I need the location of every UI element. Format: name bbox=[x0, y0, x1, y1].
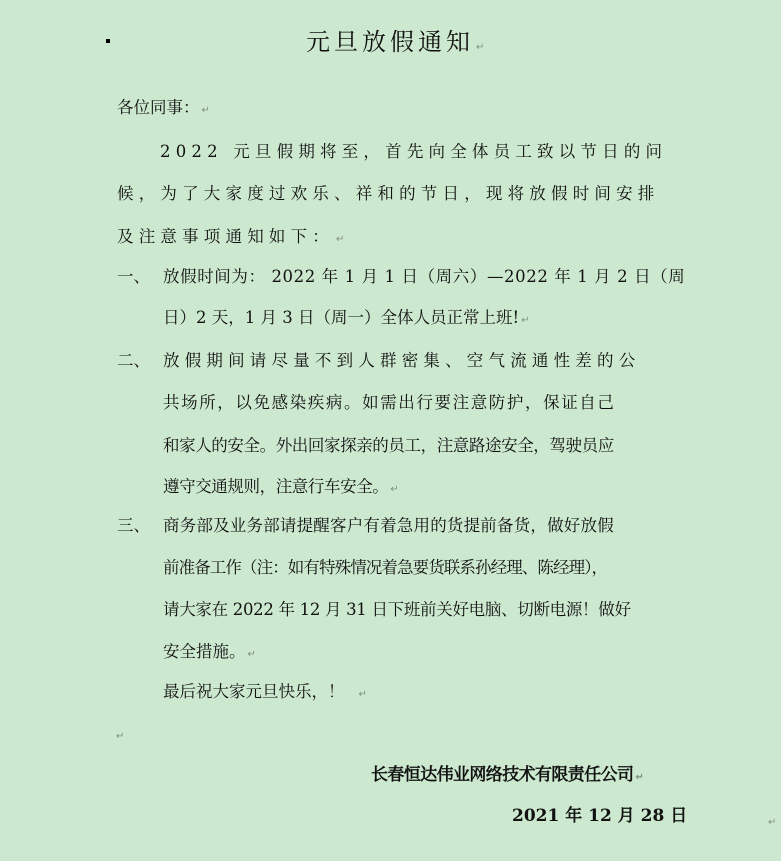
item-3-line-1: 商务部及业务部请提醒客户有着急用的货提前备货，做好放假 bbox=[163, 516, 614, 535]
item-2-line-3: 和家人的安全。外出回家探亲的员工，注意路途安全，驾驶员应 bbox=[163, 436, 614, 455]
item-3-line-4 bbox=[163, 640, 256, 667]
title-text: 元旦放假通知 bbox=[306, 28, 474, 56]
item-3-line-4-text: 安全措施。 bbox=[163, 642, 246, 661]
salutation bbox=[117, 96, 210, 123]
intro-line-3-text: 及注意事项通知如下： bbox=[117, 227, 334, 246]
salutation-text: 各位同事： bbox=[117, 98, 200, 117]
item-3-line-2: 前准备工作（注：如有特殊情况着急要货联系孙经理、陈经理）， bbox=[163, 558, 608, 577]
item-2-number: 二、 bbox=[117, 351, 150, 370]
item-3-number: 三、 bbox=[117, 516, 150, 535]
empty-paragraph bbox=[114, 722, 124, 749]
item-1-line-2-text: 日）2 天，1 月 3 日（周一）全体人员正常上班! bbox=[163, 308, 520, 327]
signature-company bbox=[371, 763, 643, 790]
paragraph-mark-icon: ↵ bbox=[521, 315, 530, 326]
closing-text: 最后祝大家元旦快乐，！ bbox=[163, 682, 345, 701]
date-paragraph-mark bbox=[766, 808, 776, 835]
intro-line-2: 候，为了大家度过欢乐、祥和的节日，现将放假时间安排 bbox=[117, 184, 660, 203]
item-2-line-1: 放假期间请尽量不到人群密集、空气流通性差的公 bbox=[163, 351, 641, 370]
paragraph-mark-icon: ↵ bbox=[201, 105, 210, 116]
closing-greeting bbox=[163, 680, 367, 707]
signature-date: 2021 年 12 月 28 日 bbox=[512, 806, 688, 826]
item-1-line-2 bbox=[163, 306, 530, 333]
paragraph-mark-icon: ↵ bbox=[390, 484, 399, 495]
item-3-line-3: 请大家在 2022 年 12 月 31 日下班前关好电脑、切断电源！做好 bbox=[163, 600, 631, 619]
item-2-line-2: 共场所，以免感染疾病。如需出行要注意防护，保证自己 bbox=[163, 393, 616, 412]
paragraph-mark-icon: ↵ bbox=[358, 689, 367, 700]
paragraph-mark-icon: ↵ bbox=[116, 731, 125, 742]
item-1-line-1: 放假时间为： 2022 年 1 月 1 日（周六）—2022 年 1 月 2 日（周 bbox=[163, 267, 686, 286]
intro-line-3 bbox=[117, 225, 350, 252]
paragraph-mark-icon: ↵ bbox=[247, 649, 256, 660]
item-2-line-4 bbox=[163, 475, 398, 502]
paragraph-mark-icon: ↵ bbox=[336, 234, 350, 245]
paragraph-bullet-marker bbox=[106, 39, 110, 43]
paragraph-mark-icon: ↵ bbox=[635, 772, 644, 783]
document-title bbox=[306, 24, 488, 66]
item-1-number: 一、 bbox=[117, 267, 150, 286]
item-2-line-4-text: 遵守交通规则，注意行车安全。 bbox=[163, 477, 389, 496]
intro-line-1: 2022 元旦假期将至，首先向全体员工致以节日的问 bbox=[160, 142, 668, 161]
company-name: 长春恒达伟业网络技术有限责任公司 bbox=[371, 765, 634, 785]
paragraph-mark-icon: ↵ bbox=[476, 42, 489, 53]
paragraph-mark-icon: ↵ bbox=[768, 817, 777, 828]
